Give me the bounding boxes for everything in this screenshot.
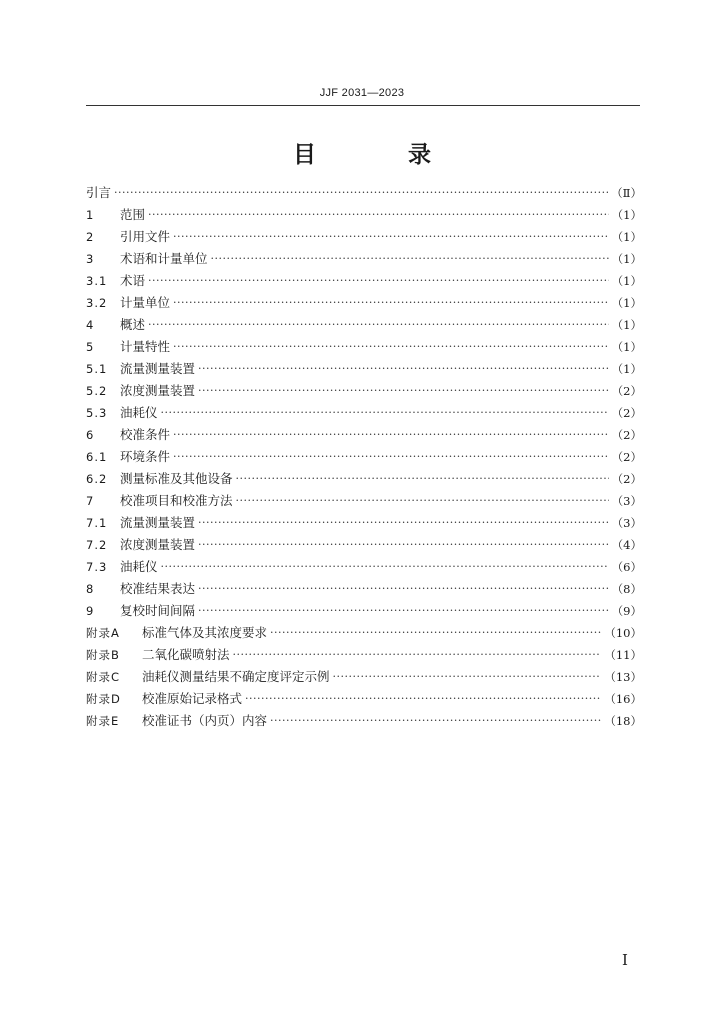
toc-entry-page: （6） [611, 560, 642, 574]
toc-entry-title: 校准项目和校准方法 [120, 493, 233, 508]
toc-entry-title: 油耗仪 [120, 405, 158, 420]
toc-entry-number: 3 [86, 252, 95, 266]
toc-dot-leader [173, 446, 609, 468]
toc-entry[interactable] [86, 336, 642, 358]
toc-dot-leader [236, 468, 609, 490]
toc-entry-page: （2） [611, 384, 642, 398]
toc-entry-title: 浓度测量装置 [120, 383, 196, 398]
toc-entry-number: 5.3 [86, 406, 108, 420]
toc-entry[interactable] [86, 710, 642, 732]
toc-entry-number: 7.3 [86, 560, 108, 574]
toc-entry-number: 5.2 [86, 384, 108, 398]
toc-entry-title: 流量测量装置 [120, 361, 196, 376]
toc-entry-title: 校准证书（内页）内容 [142, 713, 268, 728]
toc-entry[interactable] [86, 512, 642, 534]
toc-dot-leader [198, 380, 609, 402]
toc-dot-leader [198, 358, 609, 380]
toc-entry-title: 引用文件 [120, 229, 171, 244]
toc-entry-page: （1） [611, 252, 642, 266]
toc-entry[interactable] [86, 622, 642, 644]
toc-entry-number: 附录E [86, 714, 120, 728]
toc-entry-number: 附录B [86, 648, 120, 662]
toc-entry-page: （8） [611, 582, 642, 596]
toc-entry-number: 5 [86, 340, 95, 354]
toc-entry-page: （1） [611, 362, 642, 376]
toc-entry[interactable] [86, 402, 642, 424]
toc-entry-title: 二氧化碳喷射法 [142, 647, 230, 662]
toc-entry-page: （2） [611, 450, 642, 464]
toc-dot-leader [270, 622, 601, 644]
toc-entry-number: 附录A [86, 626, 120, 640]
toc-entry[interactable] [86, 534, 642, 556]
toc-entry-page: （13） [604, 670, 642, 684]
table-of-contents [86, 182, 642, 732]
toc-entry[interactable] [86, 358, 642, 380]
toc-entry[interactable] [86, 292, 642, 314]
toc-entry-title: 校准原始记录格式 [142, 691, 243, 706]
toc-entry-page: （2） [611, 428, 642, 442]
toc-dot-leader [233, 644, 602, 666]
toc-entry[interactable] [86, 446, 642, 468]
toc-entry-page: （1） [611, 340, 642, 354]
toc-entry[interactable] [86, 578, 642, 600]
toc-dot-leader [173, 226, 609, 248]
toc-entry[interactable] [86, 424, 642, 446]
toc-entry[interactable] [86, 270, 642, 292]
toc-dot-leader [148, 270, 609, 292]
toc-entry-title: 测量标准及其他设备 [120, 471, 233, 486]
toc-dot-leader [270, 710, 601, 732]
toc-entry-number: 附录D [86, 692, 121, 706]
toc-entry-title: 术语 [120, 273, 146, 288]
header-divider [86, 105, 640, 106]
toc-entry-page: （1） [611, 318, 642, 332]
toc-entry-title: 油耗仪测量结果不确定度评定示例 [142, 669, 330, 684]
toc-entry-number: 6 [86, 428, 95, 442]
toc-entry-page: （4） [611, 538, 642, 552]
toc-entry[interactable] [86, 248, 642, 270]
toc-dot-leader [173, 336, 609, 358]
toc-entry-page: （18） [604, 714, 642, 728]
toc-entry-number: 1 [86, 208, 95, 222]
toc-entry-title: 流量测量装置 [120, 515, 196, 530]
toc-entry-number: 4 [86, 318, 95, 332]
toc-entry[interactable] [86, 688, 642, 710]
toc-entry-title: 油耗仪 [120, 559, 158, 574]
toc-entry-title: 引言 [86, 185, 112, 200]
toc-entry-title: 浓度测量装置 [120, 537, 196, 552]
toc-entry-title: 校准结果表达 [120, 581, 196, 596]
toc-entry-number: 7 [86, 494, 95, 508]
toc-entry-number: 3.1 [86, 274, 108, 288]
toc-dot-leader [211, 248, 609, 270]
toc-entry-number: 附录C [86, 670, 121, 684]
toc-entry-page: （1） [611, 274, 642, 288]
toc-entry-title: 复校时间间隔 [120, 603, 196, 618]
toc-entry-page: （2） [611, 472, 642, 486]
toc-entry-page: （1） [611, 296, 642, 310]
toc-entry[interactable] [86, 556, 642, 578]
toc-dot-leader [148, 204, 609, 226]
toc-entry-number: 6.2 [86, 472, 108, 486]
toc-entry-page: （10） [604, 626, 642, 640]
toc-entry[interactable] [86, 204, 642, 226]
toc-entry-number: 5.1 [86, 362, 108, 376]
toc-dot-leader [161, 556, 609, 578]
toc-dot-leader [236, 490, 609, 512]
toc-entry-page: （1） [611, 230, 642, 244]
toc-entry-title: 环境条件 [120, 449, 171, 464]
toc-dot-leader [173, 292, 609, 314]
toc-dot-leader [161, 402, 609, 424]
toc-dot-leader [148, 314, 609, 336]
toc-entry-page: （2） [611, 406, 642, 420]
toc-entry-number: 7.2 [86, 538, 108, 552]
toc-entry[interactable] [86, 666, 642, 688]
toc-entry-title: 范围 [120, 207, 146, 222]
toc-entry-title: 校准条件 [120, 427, 171, 442]
toc-entry[interactable] [86, 468, 642, 490]
toc-dot-leader [198, 600, 609, 622]
toc-entry-page: （3） [611, 516, 642, 530]
toc-entry-title: 计量特性 [120, 339, 171, 354]
toc-dot-leader [333, 666, 602, 688]
toc-entry[interactable] [86, 644, 642, 666]
toc-entry-page: （3） [611, 494, 642, 508]
toc-entry-number: 7.1 [86, 516, 108, 530]
toc-entry[interactable] [86, 226, 642, 248]
page-title: 目 录 [292, 142, 473, 168]
page-number: Ⅰ [622, 951, 628, 969]
standard-code: JJF 2031—2023 [319, 87, 405, 99]
toc-entry-number: 2 [86, 230, 95, 244]
toc-entry-number: 6.1 [86, 450, 108, 464]
toc-dot-leader [114, 182, 608, 204]
toc-entry-page: （1） [611, 208, 642, 222]
toc-entry-number: 9 [86, 604, 95, 618]
toc-entry[interactable] [86, 314, 642, 336]
toc-dot-leader [198, 534, 609, 556]
toc-entry[interactable] [86, 490, 642, 512]
toc-entry-page: （9） [611, 604, 642, 618]
toc-entry-title: 计量单位 [120, 295, 171, 310]
toc-entry[interactable] [86, 600, 642, 622]
toc-dot-leader [173, 424, 609, 446]
toc-entry-title: 术语和计量单位 [120, 251, 208, 266]
toc-dot-leader [198, 578, 609, 600]
toc-dot-leader [198, 512, 609, 534]
toc-entry-title: 标准气体及其浓度要求 [142, 625, 268, 640]
toc-entry-page: （Ⅱ） [611, 186, 642, 200]
toc-entry-page: （11） [604, 648, 642, 662]
toc-entry-title: 概述 [120, 317, 146, 332]
toc-entry[interactable] [86, 182, 642, 204]
toc-entry-number: 3.2 [86, 296, 108, 310]
toc-entry-number: 8 [86, 582, 95, 596]
toc-entry-page: （16） [604, 692, 642, 706]
toc-dot-leader [245, 688, 601, 710]
toc-entry[interactable] [86, 380, 642, 402]
